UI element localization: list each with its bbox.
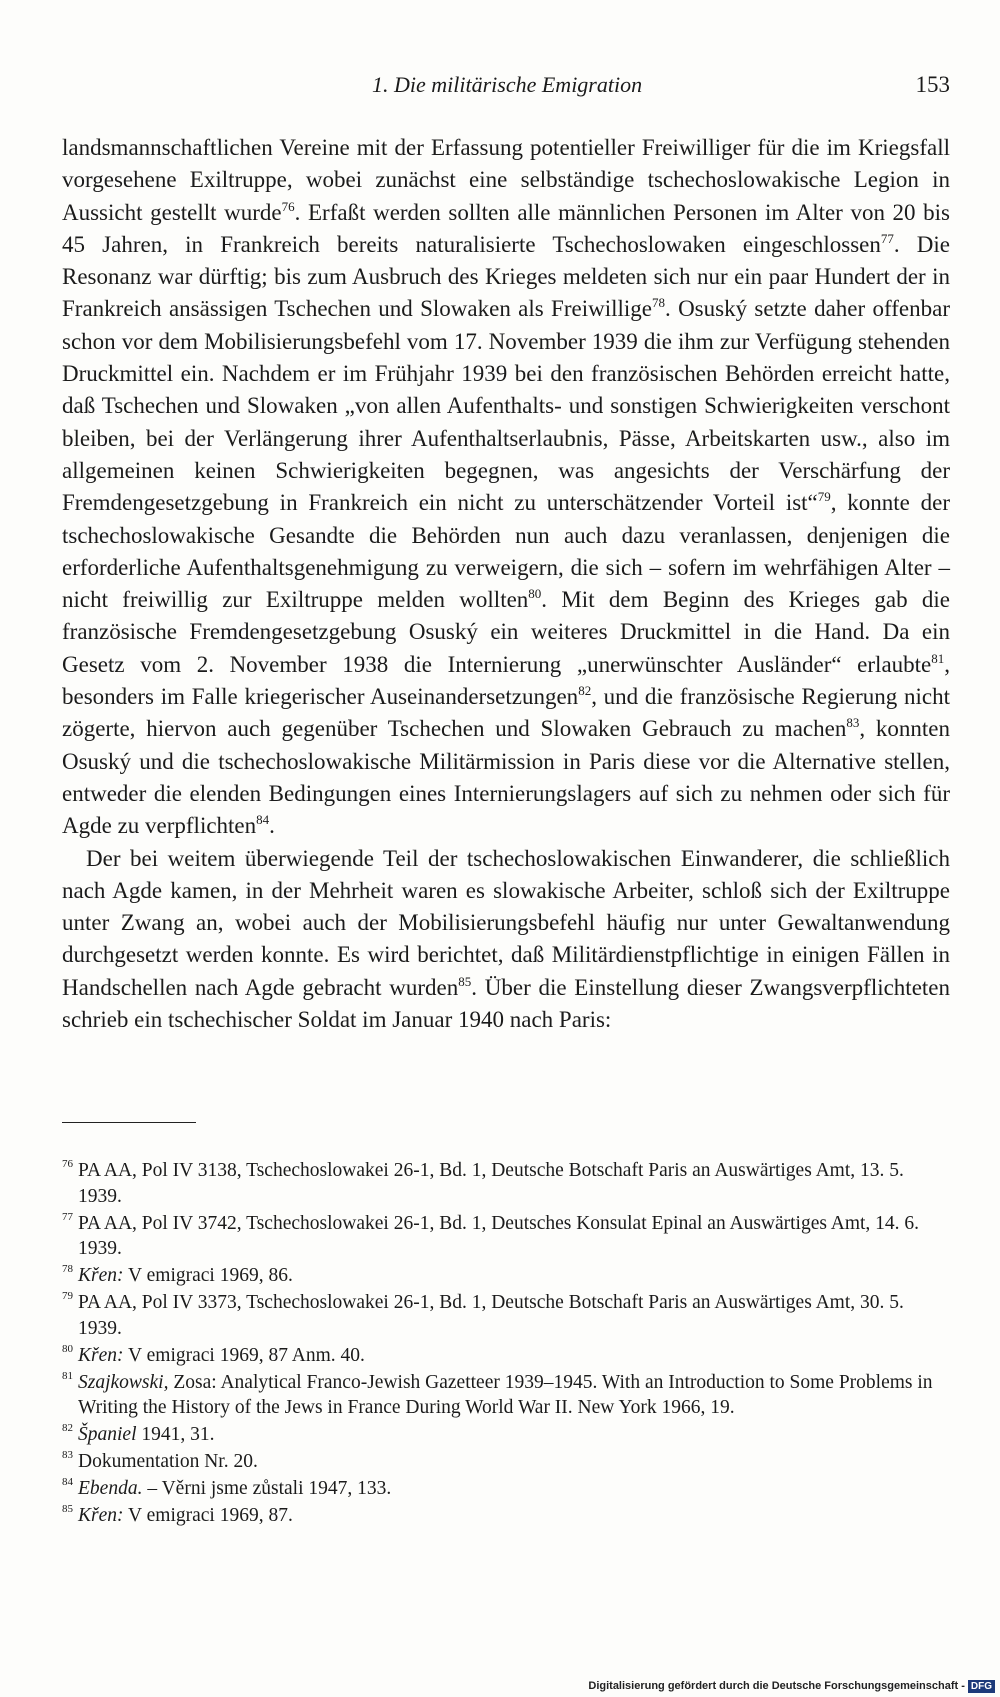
footnote [62, 1263, 950, 1289]
footnote-text: V emigraci 1969, 87 Anm. 40. [123, 1344, 365, 1366]
footnote-author: Křen: [78, 1265, 124, 1286]
footnote [62, 1211, 950, 1262]
footnote-text: – Věrni jsme zůstali 1947, 133. [142, 1478, 392, 1499]
page-number: 153 [915, 72, 950, 97]
footnote-ref: 85 [458, 973, 472, 989]
footnote-divider [62, 1122, 196, 1123]
footnote-author: Szajkowski, [78, 1371, 169, 1393]
footnote-ref: 78 [651, 295, 665, 311]
footnote-author: Křen: [78, 1505, 124, 1526]
text-run: . Mit dem Beginn des Krieges gab die französische Fremdengesetzgebung Osuský ein weiteres Druckmittel in die Hand. Da ein Gesetz vom 2. November 1938 die Internierung „unerwünschter Ausländer“ erlaubte [62, 587, 951, 677]
footnote [62, 1449, 950, 1475]
footnote-number: 81 [62, 1369, 73, 1382]
body-text [62, 132, 950, 1036]
footnote [62, 1476, 950, 1502]
paragraph-1 [62, 132, 950, 843]
footnote-number: 79 [62, 1290, 73, 1302]
text-run: , konnte der tschechoslowakische Gesandte die Behörden nun auch dazu veranlassen, denjenigen die erforderliche Aufenthaltsgenehmigung zu verweigern, die sich – sofern im wehrfähigen Alter – nicht freiwillig zur Exiltruppe melden wollten [62, 490, 950, 613]
footnote-author: Španiel [78, 1424, 137, 1445]
footnote-text: PA AA, Pol IV 3138, Tschechoslowakei 26-1, Bd. 1, Deutsche Botschaft Paris an Auswärtiges Amt, 13. 5. 1939. [78, 1160, 904, 1207]
text-run: . Über die Einstellung dieser Zwangsverpflichteten schrieb ein tschechischer Soldat im Januar 1940 nach Paris: [62, 974, 951, 1033]
footnote-ref: 80 [528, 586, 542, 602]
footnote-ref: 77 [880, 230, 894, 246]
footnote [62, 1503, 950, 1529]
footnote [62, 1422, 950, 1448]
text-run: . [269, 813, 275, 839]
footnote-ref: 83 [846, 715, 860, 731]
footnote-ref: 84 [256, 812, 270, 828]
footnote [62, 1158, 950, 1209]
footnote-text: PA AA, Pol IV 3373, Tschechoslowakei 26-1, Bd. 1, Deutsche Botschaft Paris an Auswärtiges Amt, 30. 5. 1939. [78, 1292, 904, 1339]
footnote-text: Zosa: Analytical Franco-Jewish Gazetteer 1939–1945. With an Introduction to Some Problems in Writing the History of the Jews in France During World War II. New York 1966, 19. [78, 1371, 933, 1418]
footnote-number: 85 [62, 1503, 73, 1515]
footnote [62, 1370, 950, 1421]
paragraph-2 [62, 843, 950, 1037]
footnote-text: V emigraci 1969, 87. [123, 1505, 293, 1526]
footnote-text: V emigraci 1969, 86. [123, 1265, 293, 1286]
footnote-number: 77 [62, 1210, 73, 1223]
footnote-author: Křen: [78, 1344, 124, 1366]
footnote-number: 84 [62, 1476, 73, 1488]
running-title: 1. Die militärische Emigration [372, 72, 643, 97]
text-run: landsmannschaftlichen Vereine mit der Erfassung potentieller Freiwilliger für die im Kriegsfall vorgesehene Exiltruppe, wobei zunächst eine selbständige tschechoslowakische Legion in Aussicht gestellt wurde [62, 135, 950, 225]
text-run: , besonders im Falle kriegerischer Auseinandersetzungen [62, 651, 950, 710]
footnote-number: 82 [62, 1422, 73, 1434]
footnote-ref: 81 [931, 650, 945, 666]
footnote-ref: 76 [281, 198, 295, 214]
text-run: , konnten Osuský und die tschechoslowakische Militärmission in Paris diese vor die Alternative stellen, entweder die elenden Bedingungen eines Internierungslagers auf sich zu nehmen oder sich für Agde zu verpflichten [62, 716, 950, 839]
digitization-footer [588, 1680, 995, 1693]
dfg-logo: DFG [968, 1680, 995, 1693]
text-run: . Osuský setzte daher offenbar schon vor dem Mobilisierungsbefehl vom 17. November 1939 die ihm zur Verfügung stehenden Druckmittel ein. Nachdem er im Frühjahr 1939 bei den französischen Behörden erreicht hatte, daß Tschechen und Slowaken „von allen Aufenthalts- und sonstigen Schwierigkeiten verschont bleiben, bei der Verlängerung ihrer Aufenthaltserlaubnis, Pässe, Arbeitskarten usw., also im allgemeinen keinen Schwierigkeiten begegnen, was angesichts der Verschärfung der Fremdengesetzgebung in Frankreich ein nicht zu unterschätzender Vorteil ist“ [62, 296, 950, 516]
footnote-number: 80 [62, 1342, 73, 1355]
running-head [62, 72, 950, 104]
footer-credit: Digitalisierung gefördert durch die Deutsche Forschungsgemeinschaft - [588, 1680, 965, 1692]
footnote-text: Dokumentation Nr. 20. [78, 1451, 258, 1472]
footnote-author: Ebenda. [78, 1478, 143, 1499]
footnote-ref: 82 [578, 683, 592, 699]
footnote [62, 1290, 950, 1341]
text-run: . Erfaßt werden sollten alle männlichen Personen im Alter von 20 bis 45 Jahren, in Frankreich bereits naturalisierte Tschechoslowaken eingeschlossen [62, 199, 951, 257]
footnote-number: 76 [62, 1158, 73, 1170]
text-run: . Die Resonanz war dürftig; bis zum Ausbruch des Krieges meldeten sich nur ein paar Hundert der in Frankreich ansässigen Tschechen und Slowaken als Freiwillige [62, 231, 950, 322]
footnote-number: 78 [62, 1263, 73, 1275]
footnote-number: 83 [62, 1449, 73, 1461]
text-run: Der bei weitem überwiegende Teil der tschechoslowakischen Einwanderer, die schließlich nach Agde kamen, in der Mehrheit waren es slowakische Arbeiter, schloß sich der Exiltruppe unter Zwang an, wobei auch der Mobilisierungsbefehl häufig nur unter Gewaltanwendung durchgesetzt werden konnte. Es wird berichtet, daß Militärdienstpflichtige in einigen Fällen in Handschellen nach Agde gebracht wurden [62, 845, 950, 1000]
footnote-ref: 79 [817, 489, 831, 505]
text-run: , und die französische Regierung nicht zögerte, hiervon auch gegenüber Tschechen und Slowaken Gebrauch zu machen [62, 684, 950, 742]
footnote [62, 1343, 950, 1369]
footnote-text: 1941, 31. [136, 1424, 215, 1445]
footnotes [62, 1158, 950, 1530]
footnote-text: PA AA, Pol IV 3742, Tschechoslowakei 26-1, Bd. 1, Deutsches Konsulat Epinal an Auswärtiges Amt, 14. 6. 1939. [78, 1212, 920, 1259]
